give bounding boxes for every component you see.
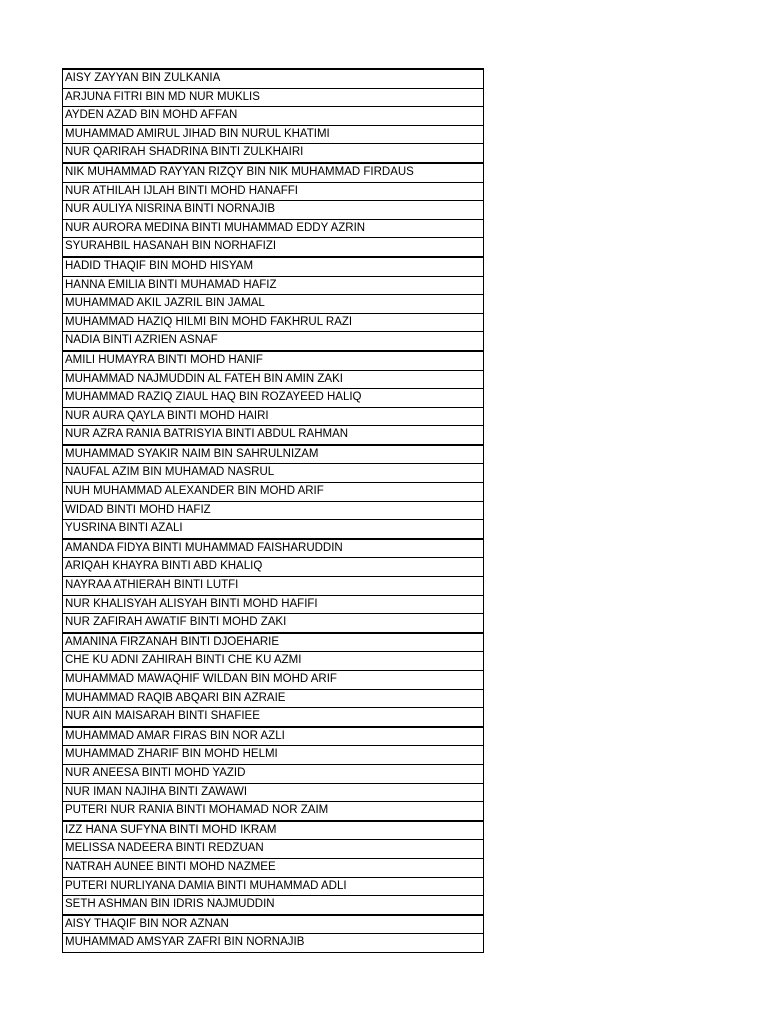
table-row [63,332,484,351]
name-cell: NUR IMAN NAJIHA BINTI ZAWAWI [63,783,484,802]
table-row [63,764,484,783]
table-row [63,595,484,614]
name-cell: MUHAMMAD AMSYAR ZAFRI BIN NORNAJIB [63,934,484,953]
name-cell: NUR AURA QAYLA BINTI MOHD HAIRI [63,407,484,426]
table-row [63,896,484,915]
name-cell: NIK MUHAMMAD RAYYAN RIZQY BIN NIK MUHAMMAD FIRDAUS [63,163,484,182]
table-row [63,934,484,953]
name-cell: NUR ATHILAH IJLAH BINTI MOHD HANAFFI [63,182,484,201]
name-cell: PUTERI NUR RANIA BINTI MOHAMAD NOR ZAIM [63,802,484,821]
name-cell: MUHAMMAD ZHARIF BIN MOHD HELMI [63,746,484,765]
table-row [63,238,484,257]
table-row [63,370,484,389]
table-row [63,614,484,633]
table-row [63,276,484,295]
name-cell: MELISSA NADEERA BINTI REDZUAN [63,840,484,859]
table-row [63,652,484,671]
table-row [63,464,484,483]
table-row [63,389,484,408]
table-row [63,802,484,821]
name-cell: NAUFAL AZIM BIN MUHAMAD NASRUL [63,464,484,483]
table-row [63,125,484,144]
table-row [63,858,484,877]
table-row [63,445,484,464]
name-cell: NAYRAA ATHIERAH BINTI LUTFI [63,577,484,596]
name-cell: NATRAH AUNEE BINTI MOHD NAZMEE [63,858,484,877]
table-row [63,539,484,558]
table-row [63,577,484,596]
name-cell: YUSRINA BINTI AZALI [63,520,484,539]
name-cell: AMANDA FIDYA BINTI MUHAMMAD FAISHARUDDIN [63,539,484,558]
name-cell: MUHAMMAD MAWAQHIF WILDAN BIN MOHD ARIF [63,671,484,690]
name-cell: AISY ZAYYAN BIN ZULKANIA [63,69,484,88]
name-cell: NUR KHALISYAH ALISYAH BINTI MOHD HAFIFI [63,595,484,614]
table-row [63,88,484,107]
table-row [63,746,484,765]
table-row [63,351,484,370]
table-row [63,633,484,652]
table-row [63,840,484,859]
name-cell: NUR AIN MAISARAH BINTI SHAFIEE [63,708,484,727]
table-row [63,877,484,896]
table-row [63,69,484,88]
name-cell: IZZ HANA SUFYNA BINTI MOHD IKRAM [63,821,484,840]
name-cell: ARJUNA FITRI BIN MD NUR MUKLIS [63,88,484,107]
name-list-body [63,69,484,952]
name-cell: MUHAMMAD AKIL JAZRIL BIN JAMAL [63,295,484,314]
table-row [63,163,484,182]
name-cell: NUR AURORA MEDINA BINTI MUHAMMAD EDDY AZRIN [63,219,484,238]
name-cell: MUHAMMAD NAJMUDDIN AL FATEH BIN AMIN ZAKI [63,370,484,389]
table-row [63,219,484,238]
name-cell: NADIA BINTI AZRIEN ASNAF [63,332,484,351]
table-row [63,313,484,332]
name-cell: NUR ZAFIRAH AWATIF BINTI MOHD ZAKI [63,614,484,633]
table-row [63,257,484,276]
name-cell: NUR QARIRAH SHADRINA BINTI ZULKHAIRI [63,144,484,163]
name-cell: MUHAMMAD AMIRUL JIHAD BIN NURUL KHATIMI [63,125,484,144]
name-cell: HADID THAQIF BIN MOHD HISYAM [63,257,484,276]
table-row [63,558,484,577]
table-row [63,483,484,502]
name-cell: NUR ANEESA BINTI MOHD YAZID [63,764,484,783]
name-cell: MUHAMMAD SYAKIR NAIM BIN SAHRULNIZAM [63,445,484,464]
name-cell: AYDEN AZAD BIN MOHD AFFAN [63,107,484,126]
name-cell: MUHAMMAD RAQIB ABQARI BIN AZRAIE [63,689,484,708]
name-cell: HANNA EMILIA BINTI MUHAMAD HAFIZ [63,276,484,295]
name-cell: AMANINA FIRZANAH BINTI DJOEHARIE [63,633,484,652]
table-row [63,295,484,314]
name-cell: WIDAD BINTI MOHD HAFIZ [63,501,484,520]
table-row [63,182,484,201]
name-cell: NUR AULIYA NISRINA BINTI NORNAJIB [63,201,484,220]
name-cell: SETH ASHMAN BIN IDRIS NAJMUDDIN [63,896,484,915]
table-row [63,520,484,539]
name-cell: MUHAMMAD AMAR FIRAS BIN NOR AZLI [63,727,484,746]
name-cell: PUTERI NURLIYANA DAMIA BINTI MUHAMMAD ADLI [63,877,484,896]
table-row [63,821,484,840]
name-cell: SYURAHBIL HASANAH BIN NORHAFIZI [63,238,484,257]
table-row [63,915,484,934]
table-row [63,727,484,746]
table-row [63,689,484,708]
table-row [63,144,484,163]
name-cell: NUR AZRA RANIA BATRISYIA BINTI ABDUL RAHMAN [63,426,484,445]
table-row [63,201,484,220]
table-row [63,107,484,126]
table-row [63,501,484,520]
table-row [63,671,484,690]
name-cell: AISY THAQIF BIN NOR AZNAN [63,915,484,934]
name-list-table [62,68,484,953]
table-row [63,708,484,727]
table-row [63,783,484,802]
name-cell: CHE KU ADNI ZAHIRAH BINTI CHE KU AZMI [63,652,484,671]
name-cell: AMILI HUMAYRA BINTI MOHD HANIF [63,351,484,370]
name-cell: ARIQAH KHAYRA BINTI ABD KHALIQ [63,558,484,577]
name-cell: MUHAMMAD HAZIQ HILMI BIN MOHD FAKHRUL RAZI [63,313,484,332]
table-row [63,426,484,445]
name-cell: MUHAMMAD RAZIQ ZIAUL HAQ BIN ROZAYEED HALIQ [63,389,484,408]
name-cell: NUH MUHAMMAD ALEXANDER BIN MOHD ARIF [63,483,484,502]
table-row [63,407,484,426]
